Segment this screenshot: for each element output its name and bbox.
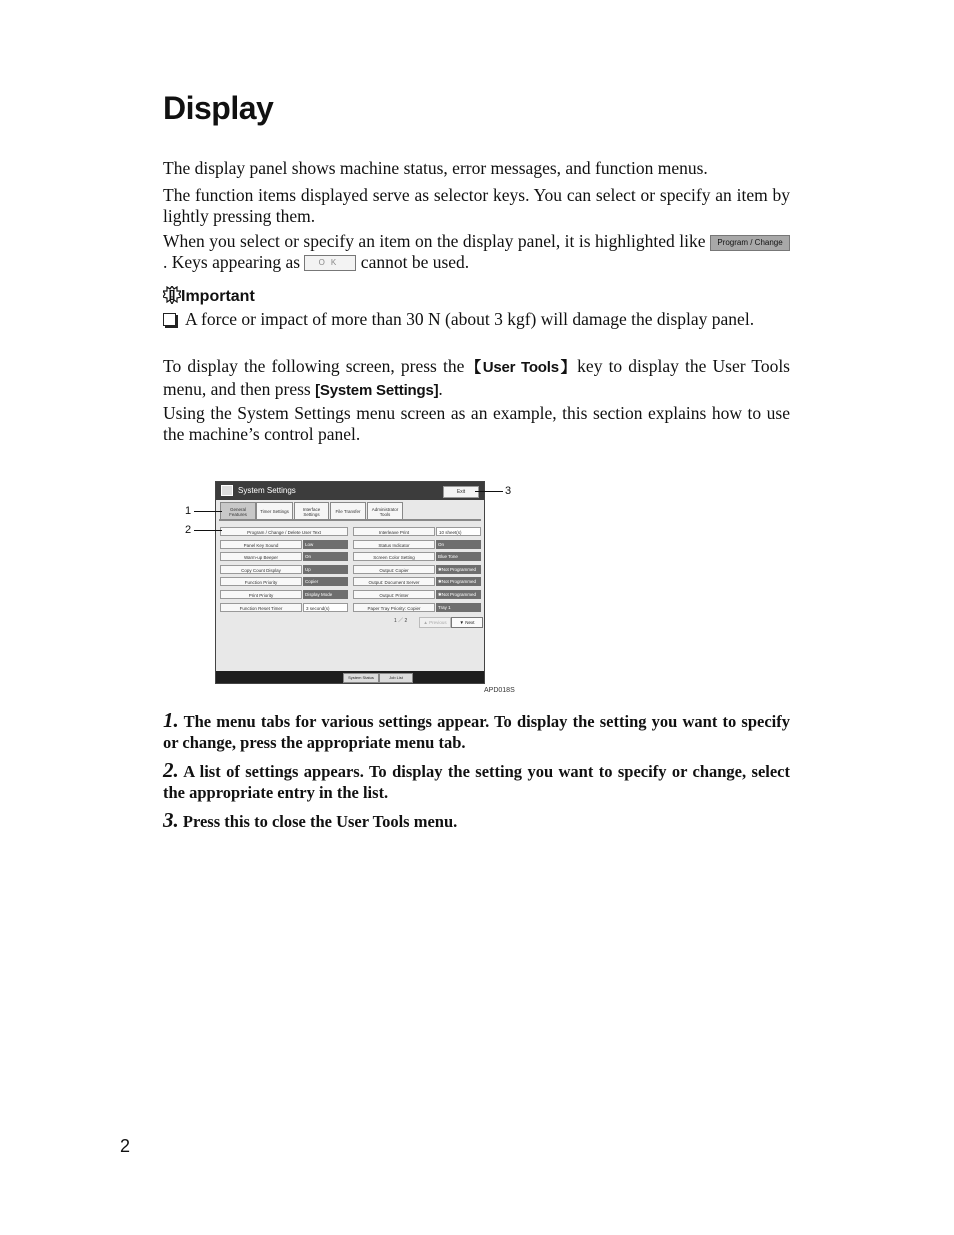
- setting-value: Tray 1: [436, 603, 481, 612]
- tab-divider: [219, 519, 481, 521]
- previous-button[interactable]: ▲ Previous: [419, 617, 451, 628]
- figure-id: APD018S: [484, 687, 515, 694]
- page-number: 2: [120, 1136, 131, 1156]
- step-text: The menu tabs for various settings appear. To display the setting you want to specify or change, press the appropriate menu tab.: [163, 712, 790, 752]
- next-button[interactable]: ▼ Next: [451, 617, 483, 628]
- page-title: Display: [163, 90, 274, 126]
- setting-label: Panel Key Sound: [220, 540, 302, 549]
- job-list-button[interactable]: Job List: [379, 673, 413, 683]
- intro-paragraph-3-start: When you select or specify an item on the display panel, it is highlighted like: [163, 231, 706, 251]
- screen-title: System Settings: [238, 486, 296, 495]
- callout-1: 1: [185, 505, 192, 517]
- step-number: 1.: [163, 708, 179, 732]
- setting-value: On: [303, 552, 348, 561]
- setting-value: ✱Not Programmed: [436, 590, 481, 599]
- intro-paragraph-2: The function items displayed serve as selector keys. You can select or specify an item by lightly pressing them.: [163, 185, 790, 226]
- tab-interface-settings[interactable]: Interface Settings: [294, 502, 329, 520]
- system-settings-screenshot: [215, 481, 485, 684]
- step-2: [163, 760, 790, 803]
- setting-label: Output: Copier: [353, 565, 435, 574]
- setting-label: Print Priority: [220, 590, 302, 599]
- setting-value: On: [436, 540, 481, 549]
- step-1: [163, 710, 790, 753]
- exit-button[interactable]: Exit: [443, 486, 479, 498]
- user-tools-key: 【User Tools】: [464, 359, 578, 376]
- setting-value: 10 sheet(s): [436, 527, 481, 536]
- setting-label: Screen Color Setting: [353, 552, 435, 561]
- setting-label: Function Reset Timer: [220, 603, 302, 612]
- page-indicator: 1 ／ 2: [394, 618, 408, 624]
- step-number: 3.: [163, 808, 179, 832]
- setting-label: Function Priority: [220, 577, 302, 586]
- step-number: 2.: [163, 758, 179, 782]
- callout-3: 3: [505, 485, 512, 497]
- setting-label: Output: Printer: [353, 590, 435, 599]
- setting-label: Status Indicator: [353, 540, 435, 549]
- intro-paragraph-1: The display panel shows machine status, error messages, and function menus.: [163, 158, 708, 178]
- important-heading: [163, 286, 255, 306]
- setting-value: 3 second(s): [303, 603, 348, 612]
- setting-label: Output: Document Server: [353, 577, 435, 586]
- intro-paragraph-3-end: cannot be used.: [360, 251, 470, 272]
- checkbox-bullet-icon: [163, 313, 176, 326]
- instruction-paragraph-1: [163, 356, 790, 401]
- setting-value: Up: [303, 565, 348, 574]
- setting-label: Warm-up Beeper: [220, 552, 302, 561]
- tab-administrator-tools[interactable]: Administrator Tools: [367, 502, 403, 520]
- screen-title-bar: [216, 482, 484, 500]
- callout-2: 2: [185, 524, 192, 536]
- important-item-text: A force or impact of more than 30 N (about 3 kgf) will damage the display panel.: [185, 309, 755, 329]
- setting-value: Low: [303, 540, 348, 549]
- user-tools-icon: [221, 485, 233, 496]
- disabled-key-example: OK: [304, 255, 356, 271]
- tab-timer-settings[interactable]: Timer Settings: [256, 502, 293, 520]
- callout-1-line: [194, 511, 222, 512]
- system-status-button[interactable]: System Status: [343, 673, 379, 683]
- setting-label: Program / Change / Delete User Text: [220, 527, 348, 536]
- instruction-text-end: .: [438, 378, 443, 399]
- tab-general-features[interactable]: General Features: [220, 502, 256, 520]
- setting-label: Interleave Print: [353, 527, 435, 536]
- important-label: Important: [181, 288, 255, 305]
- setting-value: ✱Not Programmed: [436, 565, 481, 574]
- step-text: Press this to close the User Tools menu.: [182, 812, 458, 831]
- instruction-text-start: To display the following screen, press the: [163, 356, 465, 376]
- setting-value: Blue Tone: [436, 552, 481, 561]
- screen-bottom-bar: [216, 671, 484, 683]
- step-text: A list of settings appears. To display the setting you want to specify or change, select the appropriate entry in the list.: [163, 762, 790, 802]
- important-icon: [163, 286, 181, 304]
- setting-value: Copier: [303, 577, 348, 586]
- system-settings-button-label: [System Settings]: [315, 381, 439, 399]
- important-item: [163, 309, 790, 330]
- callout-3-line: [475, 491, 503, 492]
- instruction-text-middle: key to display the User Tools menu, and then press: [163, 356, 790, 399]
- setting-label: Copy Count Display: [220, 565, 302, 574]
- intro-paragraph-3-middle: . Keys appearing as: [163, 251, 301, 272]
- setting-value: Display Mode: [303, 590, 348, 599]
- highlighted-key-example: Program / Change: [710, 235, 790, 251]
- step-3: [163, 810, 790, 833]
- setting-value: ✱Not Programmed: [436, 577, 481, 586]
- callout-2-line: [194, 530, 222, 531]
- tab-file-transfer[interactable]: File Transfer: [330, 502, 366, 520]
- setting-label: Paper Tray Priority: Copier: [353, 603, 435, 612]
- instruction-paragraph-2: Using the System Settings menu screen as an example, this section explains how to use the machine’s control panel.: [163, 403, 790, 444]
- intro-paragraph-3: [163, 231, 790, 272]
